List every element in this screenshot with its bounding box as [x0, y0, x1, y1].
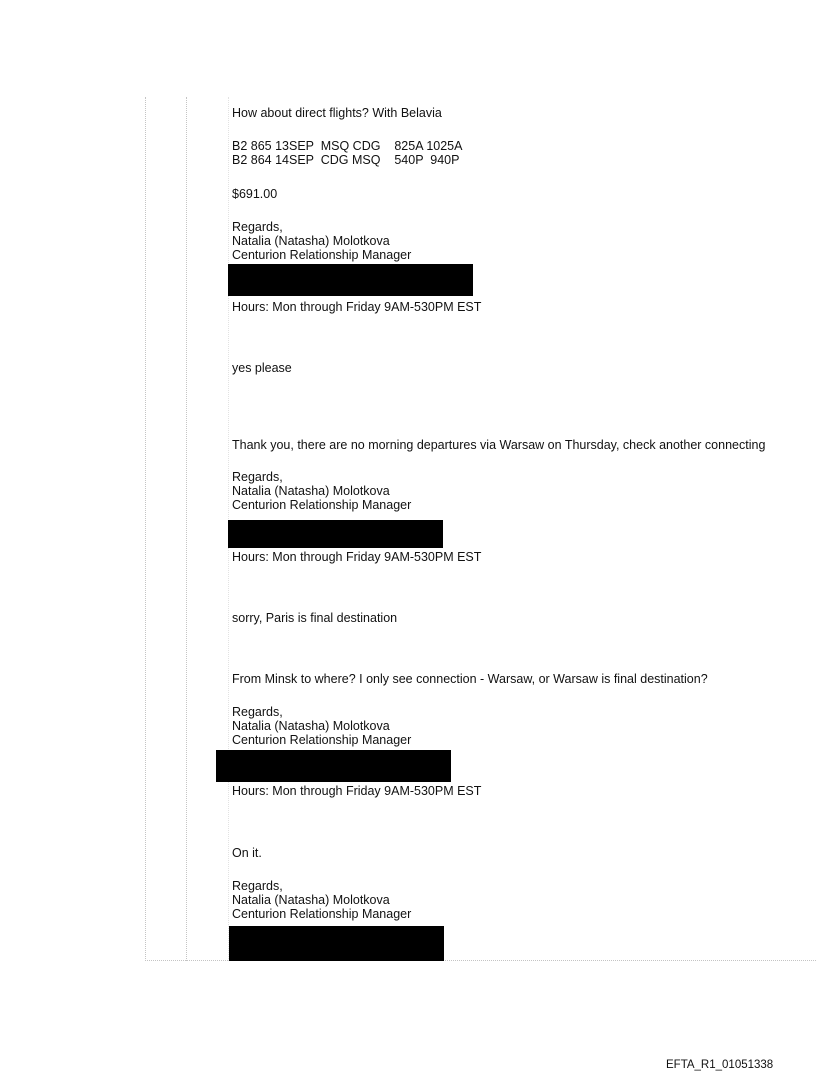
signature-title: Centurion Relationship Manager	[232, 733, 412, 747]
signature-hours: Hours: Mon through Friday 9AM-530PM EST	[232, 550, 482, 564]
quote-rule	[186, 97, 188, 961]
signature-regards: Regards,	[232, 220, 283, 234]
signature-hours: Hours: Mon through Friday 9AM-530PM EST	[232, 300, 482, 314]
signature-title: Centurion Relationship Manager	[232, 907, 412, 921]
flight-line: B2 864 14SEP CDG MSQ 540P 940P	[232, 153, 460, 167]
signature-regards: Regards,	[232, 705, 283, 719]
message-text: Thank you, there are no morning departures via Warsaw on Thursday, check another connecting	[232, 438, 766, 452]
signature-regards: Regards,	[232, 879, 283, 893]
flight-line: B2 865 13SEP MSQ CDG 825A 1025A	[232, 139, 463, 153]
signature-name: Natalia (Natasha) Molotkova	[232, 719, 390, 733]
redaction-box	[228, 520, 443, 548]
redaction-box	[229, 926, 444, 961]
signature-hours: Hours: Mon through Friday 9AM-530PM EST	[232, 784, 482, 798]
message-text: From Minsk to where? I only see connection - Warsaw, or Warsaw is final destination?	[232, 672, 708, 686]
signature-name: Natalia (Natasha) Molotkova	[232, 234, 390, 248]
document-id: EFTA_R1_01051338	[666, 1059, 774, 1071]
redaction-box	[216, 750, 451, 782]
signature-name: Natalia (Natasha) Molotkova	[232, 893, 390, 907]
message-text: yes please	[232, 361, 292, 375]
message-text: sorry, Paris is final destination	[232, 611, 398, 625]
signature-title: Centurion Relationship Manager	[232, 498, 412, 512]
signature-regards: Regards,	[232, 470, 283, 484]
redaction-box	[228, 264, 473, 296]
message-text: How about direct flights? With Belavia	[232, 106, 442, 120]
price: $691.00	[232, 187, 278, 201]
signature-title: Centurion Relationship Manager	[232, 248, 412, 262]
message-text: On it.	[232, 846, 262, 860]
signature-name: Natalia (Natasha) Molotkova	[232, 484, 390, 498]
